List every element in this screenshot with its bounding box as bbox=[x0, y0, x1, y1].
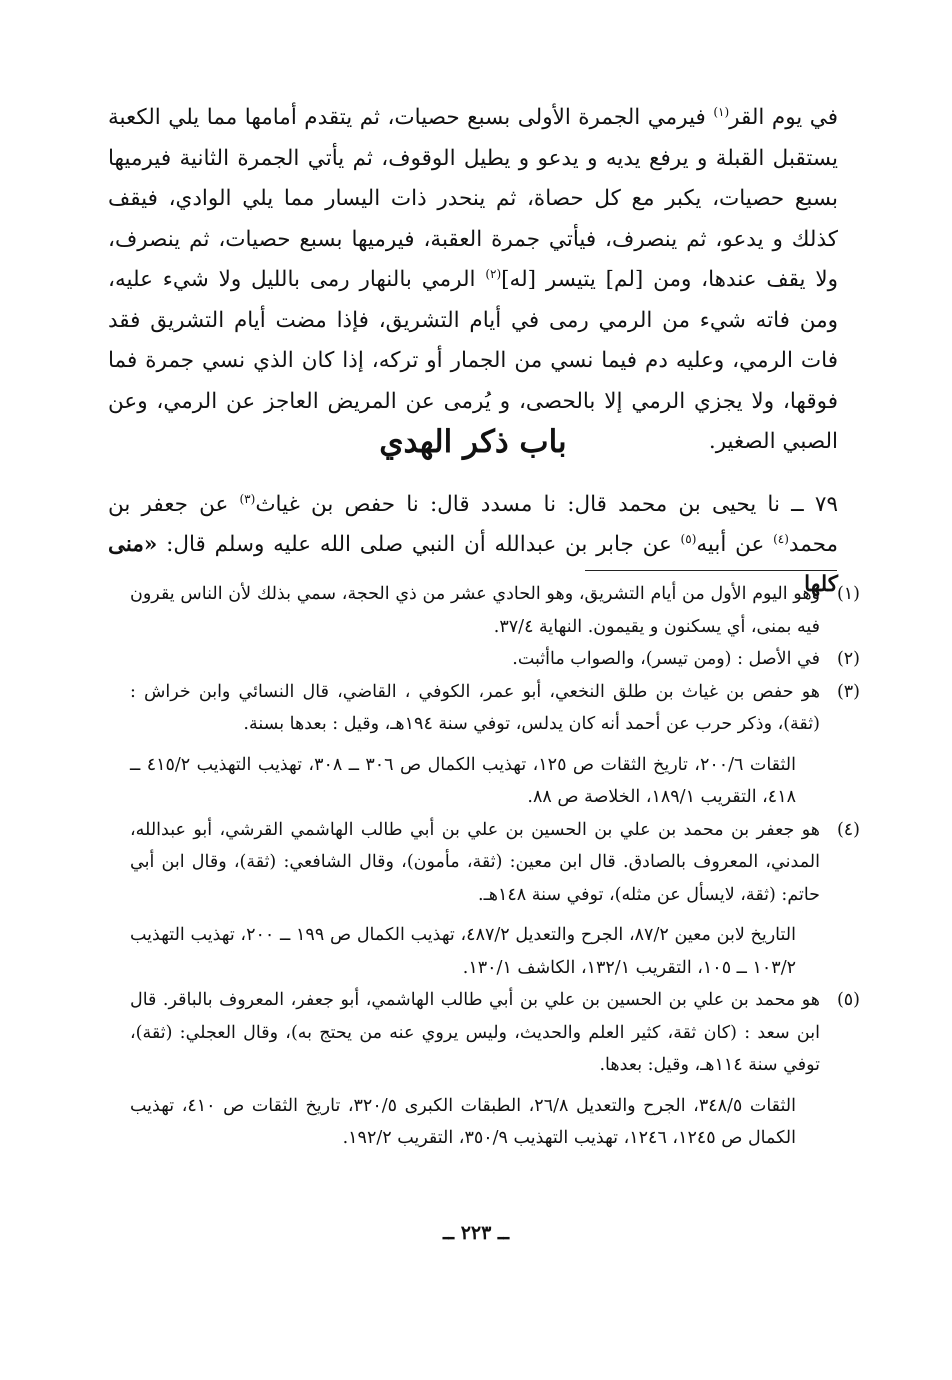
footnote-sources: الثقات ٣٤٨/٥، الجرح والتعديل ٢٦/٨، الطبقات الكبرى ٣٢٠/٥، تاريخ الثقات ص ٤١٠، تهذيب الكمال ص ١٢٤٥، ١٢٤٦، تهذيب التهذيب ٣٥٠/٩، التقريب ١٩٢/٢. bbox=[130, 1095, 796, 1148]
footnote-ref-1[interactable]: (١) bbox=[713, 104, 730, 119]
section-heading: باب ذكر الهدي bbox=[379, 424, 567, 460]
main-text bbox=[108, 98, 838, 463]
footnotes bbox=[108, 578, 860, 1155]
footnote-ref-3[interactable]: (٣) bbox=[239, 491, 256, 506]
footnote-text: هو محمد بن علي بن الحسين بن علي بن أبي طالب الهاشمي، أبو جعفر، المعروف بالباقر. قال ابن سعد : (كان ثقة، كثير العلم والحديث، وليس يروي عنه من يحتج به)، وقال العجلي: (ثقة)، توفي سنة ١١٤هـ، وقيل: بعدها. bbox=[130, 990, 820, 1075]
hadith-paragraph: ٧٩ ــ نا يحيى بن محمد قال: نا مسدد قال: نا حفص بن غياث$^{(٣)}$ عن جعفر بن محمد$^{(٤)}$ عن أبيه$^{(٥)}$ عن جابر بن عبدالله أن النبي صلى الله عليه وسلم قال: «منى كلها bbox=[108, 491, 839, 597]
main-paragraph: في يوم القر$^{(١)}$ فيرمي الجمرة الأولى بسبع حصيات، ثم يتقدم أمامها مما يلي الكعبة يستقبل القبلة و يرفع يديه و يدعو و يطيل الوقوف، ثم يأتي الجمرة الثانية فيرميها بسبع حصيات، يكبر مع كل حصاة، ثم ينحدر ذات اليسار مما يلي الوادي، فيقف كذلك و يدعو، ثم ينصرف، فيأتي جمرة العقبة، فيرميها بسبع حصيات، ثم ينصرف، ولا يقف عندها، ومن [لم] يتيسر [له]$^{(٢)}$ الرمي بالنهار رمى بالليل ولا شيء عليه، ومن فاته شيء من الرمي رمى في أيام التشريق، فإذا مضت أيام التشريق فقد فات الرمي، وعليه دم فيما نسي من الجمار أو تركه، إذا كان الذي نسي جمرة فما فوقها، ولا يجزي الرمي إلا بالحصى، و يُرمى عن المريض العاجز عن الرمي، وعن الصبي الصغير. bbox=[108, 104, 838, 454]
footnote-sources: التاريخ لابن معين ٨٧/٢، الجرح والتعديل ٤٨٧/٢، تهذيب الكمال ص ١٩٩ ــ ٢٠٠، تهذيب التهذيب ١٠٣/٢ ــ ١٠٥، التقريب ١٣٢/١، الكاشف ١٣٠/١. bbox=[130, 925, 796, 978]
footnote-sources: الثقات ٢٠٠/٦، تاريخ الثقات ص ١٢٥، تهذيب الكمال ص ٣٠٦ ــ ٣٠٨، تهذيب التهذيب ٤١٥/٢ ــ ٤١٨، التقريب ١٨٩/١، الخلاصة ص ٨٨. bbox=[130, 754, 796, 807]
footnote-number: (٢) bbox=[836, 649, 860, 669]
footnote-5 bbox=[108, 984, 860, 1155]
footnote-text: هو جعفر بن محمد بن علي بن الحسين بن علي بن أبي طالب الهاشمي القرشي، أبو عبدالله، المدني، المعروف بالصادق. قال ابن معين: (ثقة، مأمون)، وقال الشافعي: (ثقة)، وقال ابن أبي حاتم: (ثقة، لايسأل عن مثله)، توفي سنة ١٤٨هـ. bbox=[130, 819, 820, 905]
footnote-number: (٣) bbox=[836, 681, 860, 702]
footnote-number: (١) bbox=[836, 584, 860, 604]
footnote-text: هو حفص بن غياث بن طلق النخعي، أبو عمر، الكوفي ، القاضي، قال النسائي وابن خراش : (ثقة)، وذكر حرب عن أحمد أنه كان يدلس، توفي سنة ١٩٤هـ، وقيل : بعدها بسنة. bbox=[130, 681, 820, 734]
footnote-4 bbox=[108, 814, 860, 985]
footnote-divider bbox=[585, 570, 837, 571]
footnote-number: (٥) bbox=[836, 990, 860, 1010]
footnote-text: في الأصل : (ومن تيسر)، والصواب ماأثبت. bbox=[512, 649, 820, 669]
footnote-ref-2[interactable]: (٢) bbox=[485, 266, 502, 281]
footnote-text: وهو اليوم الأول من أيام التشريق، وهو الحادي عشر من ذي الحجة، سمي بذلك لأن الناس يقرون فيه بمنى، أي يسكنون و يقيمون. النهاية ٣٧/٤. bbox=[130, 584, 820, 637]
page-number: ــ ٢٢٣ ــ bbox=[442, 1222, 510, 1244]
hadith-quote-start: «منى كلها bbox=[108, 532, 838, 597]
footnote-1 bbox=[108, 578, 860, 643]
footnote-2 bbox=[108, 643, 860, 676]
footnote-number: (٤) bbox=[836, 819, 860, 840]
footnote-ref-5[interactable]: (٥) bbox=[680, 531, 697, 546]
footnote-ref-4[interactable]: (٤) bbox=[773, 531, 789, 546]
footnote-3 bbox=[108, 676, 860, 814]
